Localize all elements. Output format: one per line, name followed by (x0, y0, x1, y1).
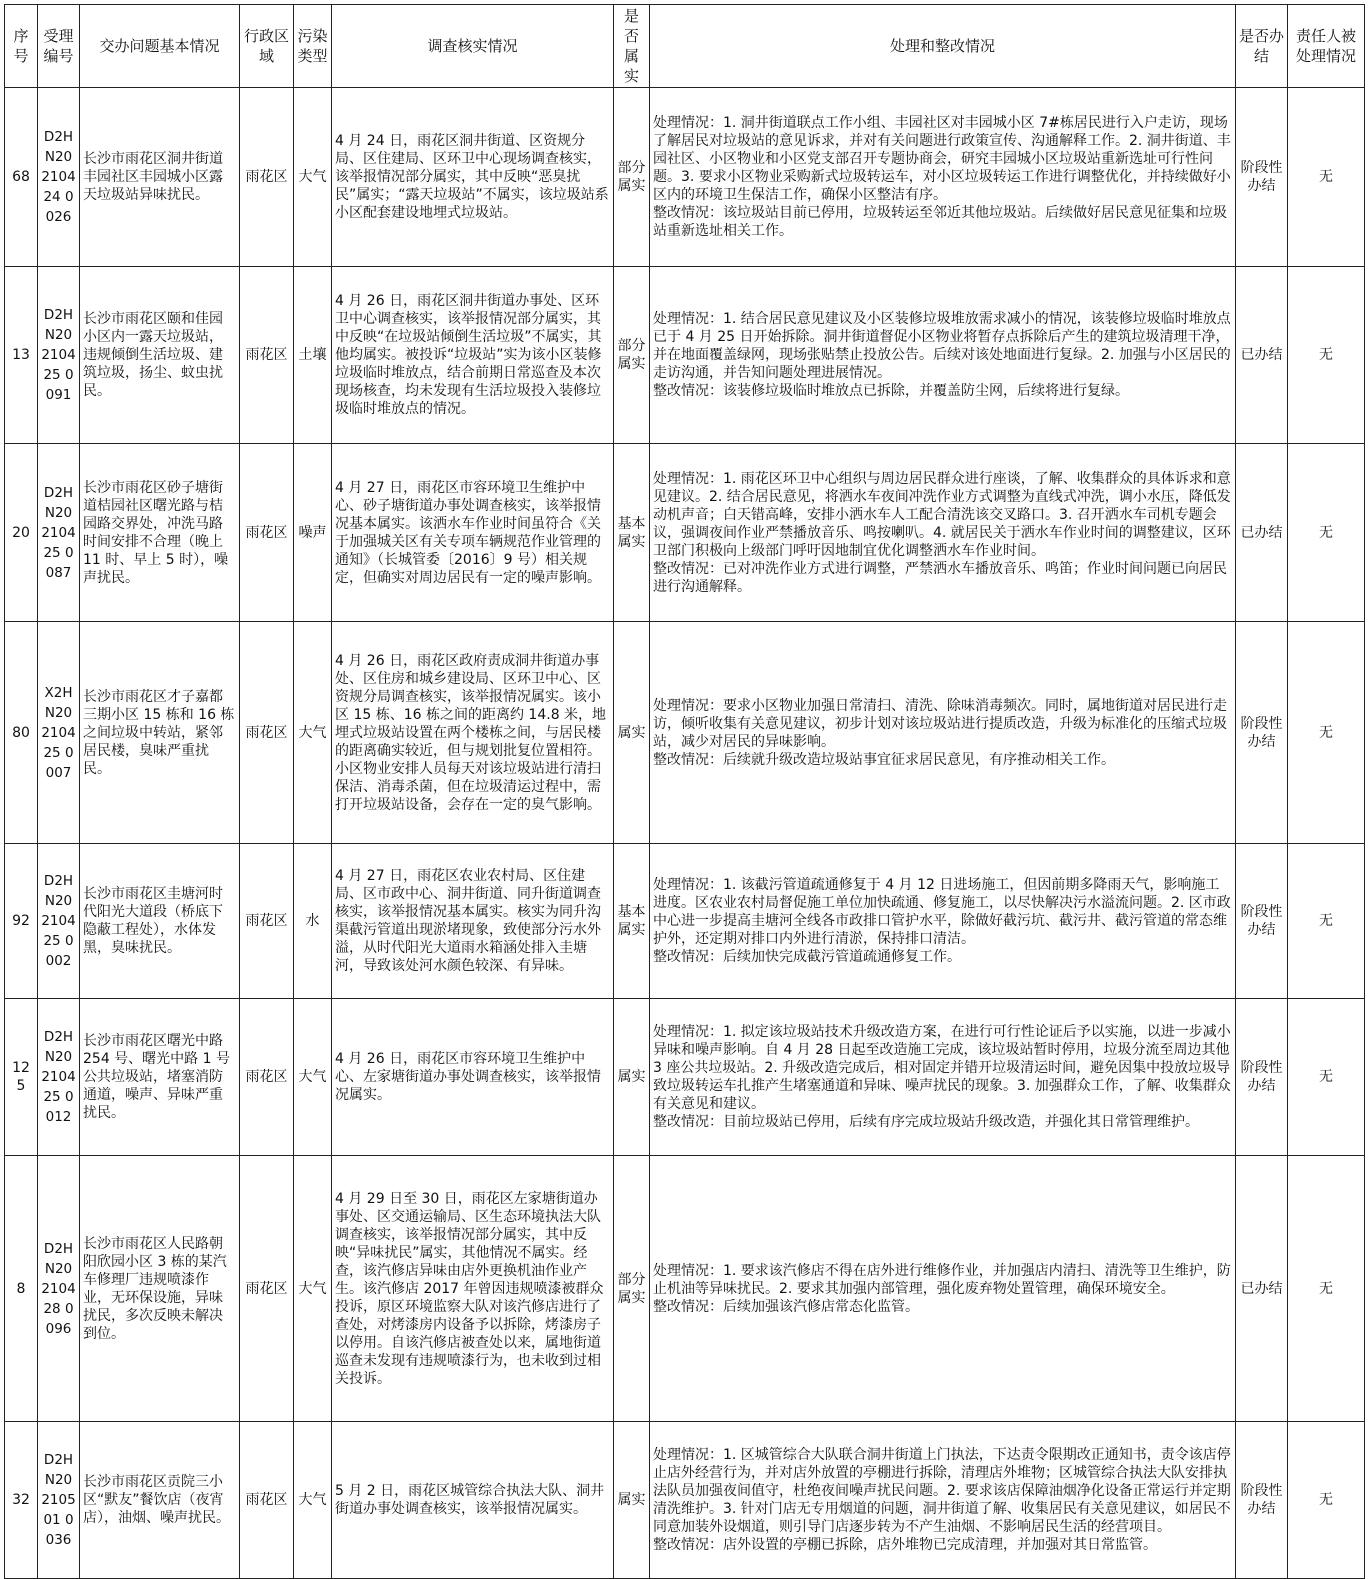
header-closed: 是否办结 (1236, 5, 1288, 88)
header-code: 受理编号 (38, 5, 80, 88)
table-row (5, 1422, 1365, 1579)
row-investigation: 4 月 29 日至 30 日，雨花区左家塘街道办事处、区交通运输局、区生态环境执法大队调查核实，该举报情况部分属实，其中反映“异味扰民”属实，其他情况不属实。经查，该汽修店异味由店外更换机油作业产生。该汽修店 2017 年曾因违规喷漆被群众投诉，原区环境监察大队对该汽修店进行了查处，对烤漆房内设备予以拆除，烤漆房子以停用。自该汽修店被查处以来，属地街道巡查未发现有违规喷漆行为，也未收到过相关投诉。 (332, 1156, 614, 1422)
row-pollution: 大气 (294, 999, 332, 1156)
row-accountability: 无 (1288, 1422, 1365, 1579)
row-seq: 20 (5, 444, 38, 622)
row-district: 雨花区 (240, 444, 294, 622)
row-seq: 32 (5, 1422, 38, 1579)
row-pollution: 土壤 (294, 267, 332, 444)
row-issue: 长沙市雨花区才子嘉都三期小区 15 栋和 16 栋之间垃圾中转站，紧邻居民楼，臭味严重扰民。 (80, 622, 240, 844)
row-pollution: 大气 (294, 1422, 332, 1579)
table-row (5, 444, 1365, 622)
row-investigation: 4 月 24 日，雨花区洞井街道、区资规分局、区住建局、区环卫中心现场调查核实，该举报情况部分属实，其中反映“恶臭扰民”属实；“露天垃圾站”不属实，该垃圾站系小区配套建设地埋式垃圾站。 (332, 88, 614, 267)
table-row (5, 844, 1365, 999)
row-seq: 13 (5, 267, 38, 444)
row-handling: 处理情况：1. 要求该汽修店不得在店外进行维修作业，并加强店内清扫、清洗等卫生维护，防止机油等异味扰民。2. 要求其加强内部管理，强化废弃物处置管理，确保环境安全。 整改情况：后续加强该汽修店常态化监管。 (650, 1156, 1236, 1422)
row-district: 雨花区 (240, 622, 294, 844)
row-verified: 部分属实 (614, 267, 650, 444)
row-district: 雨花区 (240, 844, 294, 999)
row-accountability: 无 (1288, 444, 1365, 622)
row-verified: 属实 (614, 999, 650, 1156)
row-investigation: 4 月 26 日，雨花区市容环境卫生维护中心、左家塘街道办事处调查核实，该举报情况属实。 (332, 999, 614, 1156)
row-code: D2HN20210501 0036 (38, 1422, 80, 1579)
header-investigation: 调查核实情况 (332, 5, 614, 88)
row-investigation: 4 月 26 日，雨花区政府责成洞井街道办事处、区住房和城乡建设局、区环卫中心、区资规分局调查核实，该举报情况属实。该小区 15 栋、16 栋之间的距离约 14.8 米，地埋式垃圾站设置在两个楼栋之间，与居民楼的距离确实较近，但与规划批复位置相符。小区物业安排人员每天对该垃圾站进行清扫保洁、消毒杀菌，但在垃圾清运过程中，需打开垃圾站设备，会存在一定的臭气影响。 (332, 622, 614, 844)
row-district: 雨花区 (240, 1422, 294, 1579)
row-district: 雨花区 (240, 999, 294, 1156)
complaint-handling-table (4, 4, 1365, 1579)
row-verified: 基本属实 (614, 844, 650, 999)
row-handling: 处理情况：要求小区物业加强日常清扫、清洗、除味消毒频次。同时，属地街道对居民进行走访，倾听收集有关意见建议，初步计划对该垃圾站进行提质改造，升级为标准化的压缩式垃圾站，减少对居民的异味影响。 整改情况：后续就升级改造垃圾站事宜征求居民意见，有序推动相关工作。 (650, 622, 1236, 844)
table-row (5, 1156, 1365, 1422)
row-investigation: 4 月 26 日，雨花区洞井街道办事处、区环卫中心调查核实，该举报情况部分属实，其中反映“在垃圾站倾倒生活垃圾”不属实，其他均属实。被投诉“垃圾站”实为该小区装修垃圾临时堆放点，结合前期日常巡查及本次现场核查，均未发现有生活垃圾投入装修垃圾临时堆放点的情况。 (332, 267, 614, 444)
row-issue: 长沙市雨花区圭塘河时代阳光大道段（桥底下隐蔽工程处），水体发黑，臭味扰民。 (80, 844, 240, 999)
row-investigation: 5 月 2 日，雨花区城管综合执法大队、洞井街道办事处调查核实，该举报情况属实。 (332, 1422, 614, 1579)
row-code: D2HN20210425 0091 (38, 267, 80, 444)
header-district: 行政区域 (240, 5, 294, 88)
header-seq: 序号 (5, 5, 38, 88)
row-seq: 125 (5, 999, 38, 1156)
row-verified: 部分属实 (614, 1156, 650, 1422)
row-issue: 长沙市雨花区颐和佳园小区内一露天垃圾站，违规倾倒生活垃圾、建筑垃圾，扬尘、蚊虫扰民。 (80, 267, 240, 444)
row-handling: 处理情况：1. 该截污管道疏通修复于 4 月 12 日进场施工，但因前期多降雨天气，影响施工进度。区农业农村局督促施工单位加快疏通、修复施工，以尽快解决污水溢流问题。2. 区市政中心进一步提高圭塘河全线各市政排口管护水平，除做好截污坑、截污井、截污管道的常态维护外，还定期对排口内外进行清淤，保持排口清洁。 整改情况：后续加快完成截污管道疏通修复工作。 (650, 844, 1236, 999)
row-issue: 长沙市雨花区砂子塘街道桔园社区曙光路与桔园路交界处，冲洗马路时间安排不合理（晚上 11 时、早上 5 时），噪声扰民。 (80, 444, 240, 622)
row-seq: 92 (5, 844, 38, 999)
row-issue: 长沙市雨花区人民路朝阳欣园小区 3 栋的某汽车修理厂违规喷漆作业，无环保设施，异味扰民，多次反映未解决到位。 (80, 1156, 240, 1422)
row-pollution: 大气 (294, 622, 332, 844)
row-code: X2HN20210425 0007 (38, 622, 80, 844)
header-handling: 处理和整改情况 (650, 5, 1236, 88)
header-verified: 是否属实 (614, 5, 650, 88)
row-closed: 阶段性办结 (1236, 88, 1288, 267)
row-closed: 阶段性办结 (1236, 999, 1288, 1156)
row-handling: 处理情况：1. 雨花区环卫中心组织与周边居民群众进行座谈，了解、收集群众的具体诉求和意见建议。2. 结合居民意见，将洒水车夜间冲洗作业方式调整为直线式冲洗，调小水压，降低发动机声音；白天错高峰，安排小洒水车人工配合清洗该交叉路口。3. 召开洒水车司机专题会议，强调夜间作业严禁播放音乐、鸣按喇叭。4. 就居民关于洒水车作业时间的调整建议，区环卫部门积极向上级部门呼吁因地制宜优化调整洒水车作业时间。 整改情况：已对冲洗作业方式进行调整，严禁洒水车播放音乐、鸣笛；作业时间问题已向居民进行沟通解释。 (650, 444, 1236, 622)
row-pollution: 水 (294, 844, 332, 999)
row-closed: 阶段性办结 (1236, 844, 1288, 999)
row-handling: 处理情况：1. 洞井街道联点工作小组、丰园社区对丰园城小区 7#栋居民进行入户走访，现场了解居民对垃圾站的意见诉求，并对有关问题进行政策宣传、沟通解释工作。2. 洞井街道、丰园社区、小区物业和小区党支部召开专题协商会，研究丰园城小区垃圾站重新选址可行性问题。3. 要求小区物业采购新式垃圾转运车，对小区垃圾转运工作进行调整优化，并持续做好小区内的环境卫生保洁工作，确保小区整洁有序。 整改情况：该垃圾站目前已停用，垃圾转运至邻近其他垃圾站。后续做好居民意见征集和垃圾站重新选址相关工作。 (650, 88, 1236, 267)
row-accountability: 无 (1288, 1156, 1365, 1422)
header-issue: 交办问题基本情况 (80, 5, 240, 88)
row-seq: 80 (5, 622, 38, 844)
row-issue: 长沙市雨花区贡院三小区“默友”餐饮店（夜宵店），油烟、噪声扰民。 (80, 1422, 240, 1579)
header-accountability: 责任人被处理情况 (1288, 5, 1365, 88)
row-code: D2HN20210425 0012 (38, 999, 80, 1156)
row-verified: 基本属实 (614, 444, 650, 622)
row-investigation: 4 月 27 日，雨花区市容环境卫生维护中心、砂子塘街道办事处调查核实，该举报情况基本属实。该洒水车作业时间虽符合《关于加强城关区有关专项车辆规范作业管理的通知》（长城管委〔2016〕9 号）相关规定，但确实对周边居民有一定的噪声影响。 (332, 444, 614, 622)
row-district: 雨花区 (240, 267, 294, 444)
row-investigation: 4 月 27 日，雨花区农业农村局、区住建局、区市政中心、洞井街道、同升街道调查核实，该举报情况基本属实。核实为同升沟渠截污管道出现淤堵现象，致使部分污水外溢，从时代阳光大道雨水箱涵处排入圭塘河，导致该处河水颜色较深、有异味。 (332, 844, 614, 999)
row-closed: 阶段性办结 (1236, 1422, 1288, 1579)
row-handling: 处理情况：1. 区城管综合大队联合洞井街道上门执法，下达责令限期改正通知书，责令该店停止店外经营行为，并对店外放置的亭棚进行拆除，清理店外堆物；区城管综合执法大队安排执法队员加强夜间值守，杜绝夜间噪声扰民问题。2. 要求该店保障油烟净化设备正常运行并定期清洗维护。3. 针对门店无专用烟道的问题，洞井街道了解、收集居民有关意见建议，如居民不同意加装外设烟道，则引导门店逐步转为不产生油烟、不影响居民生活的经营项目。 整改情况：店外设置的亭棚已拆除，店外堆物已完成清理，并加强对其日常监管。 (650, 1422, 1236, 1579)
table-row (5, 267, 1365, 444)
row-district: 雨花区 (240, 1156, 294, 1422)
row-accountability: 无 (1288, 88, 1365, 267)
row-accountability: 无 (1288, 999, 1365, 1156)
row-closed: 阶段性办结 (1236, 622, 1288, 844)
row-pollution: 大气 (294, 1156, 332, 1422)
table-row (5, 88, 1365, 267)
header-pollution: 污染类型 (294, 5, 332, 88)
row-handling: 处理情况：1. 拟定该垃圾站技术升级改造方案，在进行可行性论证后予以实施，以进一步减小异味和噪声影响。自 4 月 28 日起至改造施工完成，该垃圾站暂时停用，垃圾分流至周边其他 3 座公共垃圾站。2. 升级改造完成后，相对固定并错开垃圾清运时间，避免因集中投放垃圾导致垃圾转运车扎推产生堵塞通道和异味、噪声扰民的现象。3. 加强群众工作，了解、收集群众有关意见和建议。 整改情况：目前垃圾站已停用，后续有序完成垃圾站升级改造，并强化其日常管理维护。 (650, 999, 1236, 1156)
row-accountability: 无 (1288, 622, 1365, 844)
table-row (5, 622, 1365, 844)
row-seq: 68 (5, 88, 38, 267)
header-row (5, 5, 1365, 88)
row-code: D2HN20210425 0087 (38, 444, 80, 622)
row-closed: 已办结 (1236, 267, 1288, 444)
row-handling: 处理情况：1. 结合居民意见建议及小区装修垃圾堆放需求减小的情况，该装修垃圾临时堆放点已于 4 月 25 日开始拆除。洞井街道督促小区物业将暂存点拆除后产生的建筑垃圾清理干净，并在地面覆盖绿网，现场张贴禁止投放公告。后续对该处地面进行复绿。2. 加强与小区居民的走访沟通，并告知问题处理进展情况。 整改情况：该装修垃圾临时堆放点已拆除，并覆盖防尘网，后续将进行复绿。 (650, 267, 1236, 444)
row-district: 雨花区 (240, 88, 294, 267)
row-verified: 属实 (614, 1422, 650, 1579)
row-accountability: 无 (1288, 844, 1365, 999)
row-accountability: 无 (1288, 267, 1365, 444)
row-pollution: 大气 (294, 88, 332, 267)
row-closed: 已办结 (1236, 1156, 1288, 1422)
row-code: D2HN20210424 0026 (38, 88, 80, 267)
row-verified: 部分属实 (614, 88, 650, 267)
table-row (5, 999, 1365, 1156)
row-code: D2HN20210428 0096 (38, 1156, 80, 1422)
row-issue: 长沙市雨花区曙光中路 254 号、曙光中路 1 号公共垃圾站，堵塞消防通道，噪声、异味严重扰民。 (80, 999, 240, 1156)
row-code: D2HN20210425 0002 (38, 844, 80, 999)
row-seq: 8 (5, 1156, 38, 1422)
row-verified: 属实 (614, 622, 650, 844)
row-issue: 长沙市雨花区洞井街道丰园社区丰园城小区露天垃圾站异味扰民。 (80, 88, 240, 267)
row-pollution: 噪声 (294, 444, 332, 622)
row-closed: 已办结 (1236, 444, 1288, 622)
